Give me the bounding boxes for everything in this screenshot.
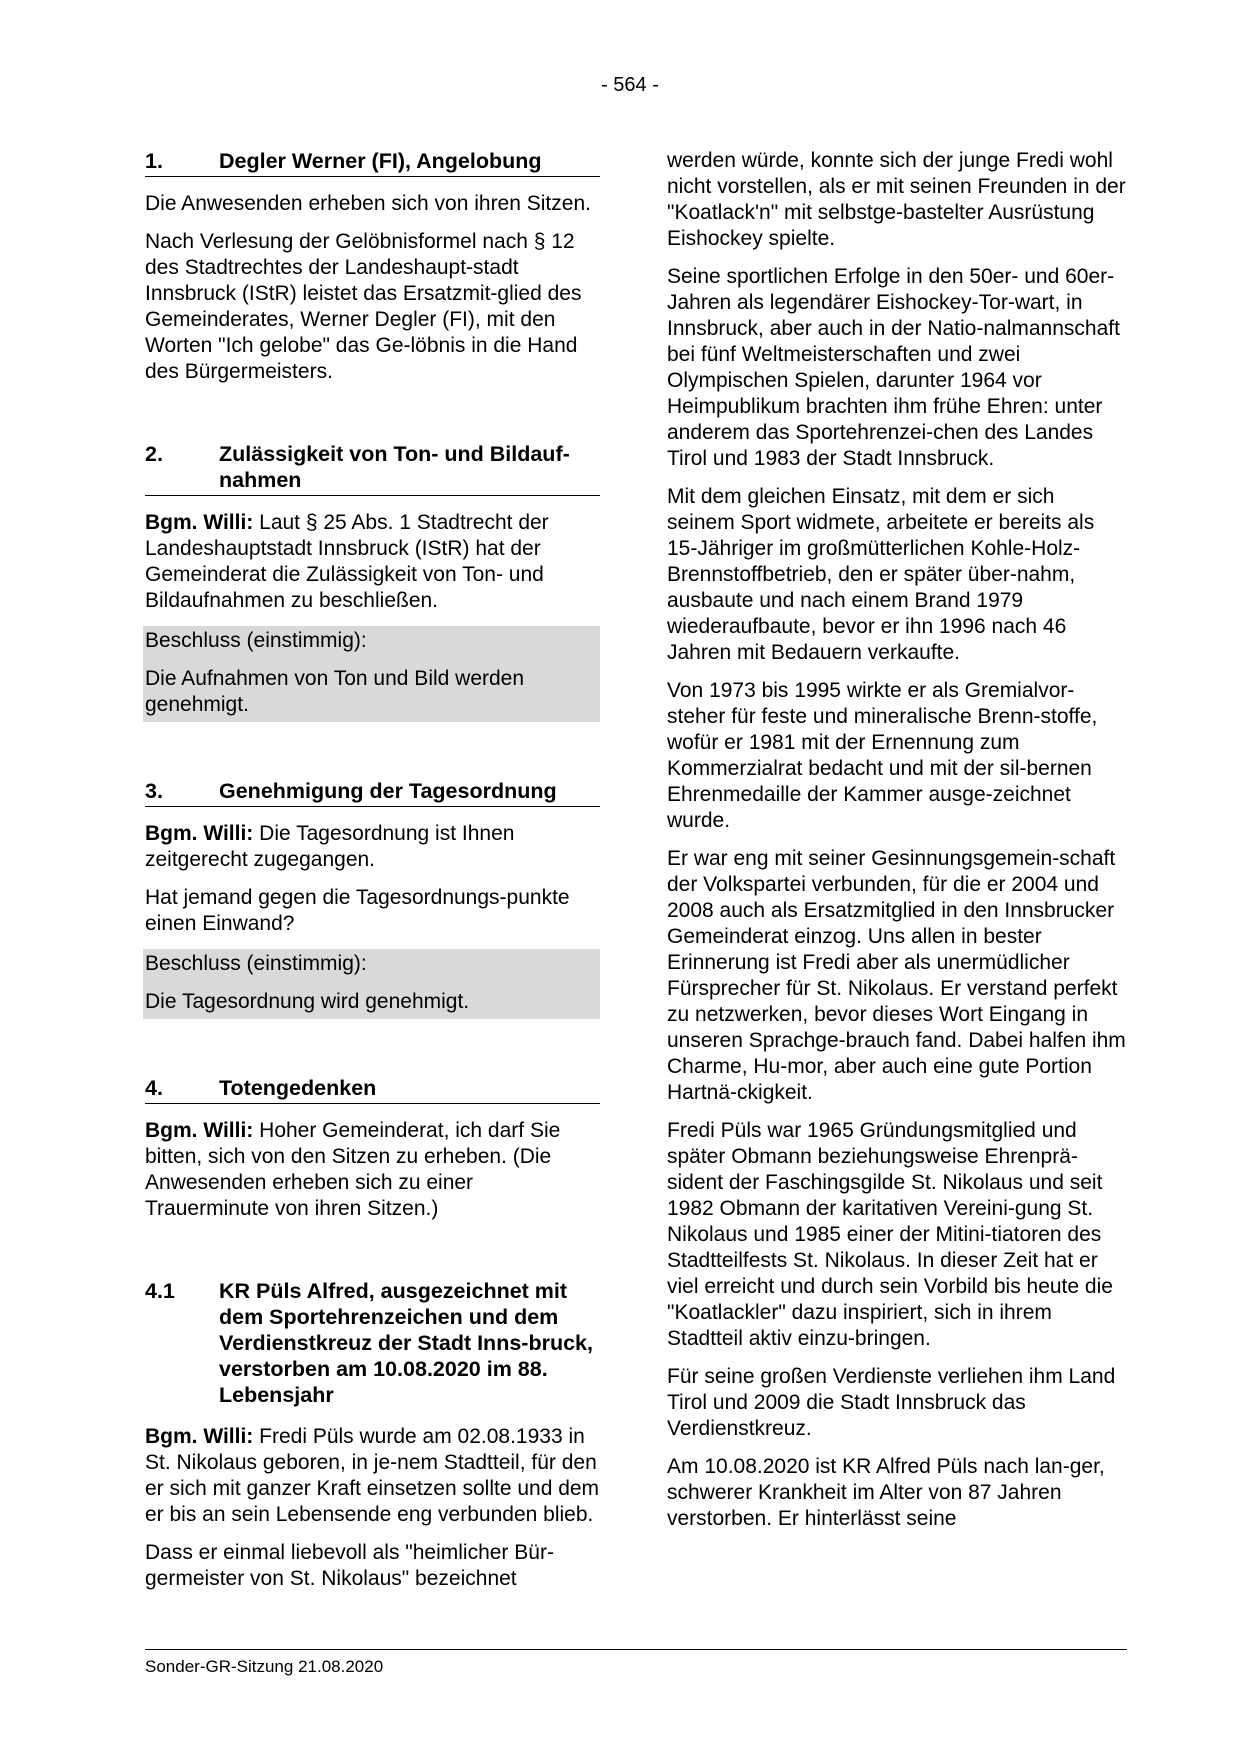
- paragraph: [145, 1424, 600, 1528]
- paragraph: Dass er einmal liebevoll als "heimlicher Bür-germeister von St. Nikolaus" bezeichnet: [145, 1541, 554, 1590]
- right-column: [667, 148, 1127, 1544]
- speech-text: Fredi Püls wurde am 02.08.1933 in St. Nikolaus geboren, in je-nem Stadtteil, für den er sich mit ganzer Kraft einsetzen sollte und dem er bis an sein Lebensende eng verbunden blieb.: [145, 1425, 600, 1526]
- paragraph: Von 1973 bis 1995 wirkte er als Gremialvor-steher für feste und mineralische Brenn-stoffe, wofür er 1981 mit der Ernennung zum Kommerzialrat bedacht und mit der sil-bernen Ehrenmedaille der Kammer ausge-zeichnet wurde.: [667, 679, 1098, 832]
- section-number: 4.1: [145, 1279, 175, 1303]
- left-column: [145, 148, 600, 1604]
- footer-text: Sonder-GR-Sitzung 21.08.2020: [145, 1657, 384, 1676]
- section-number: 2.: [145, 442, 163, 466]
- speech-text: Die Tagesordnung ist Ihnen zeitgerecht zugegangen.: [145, 822, 515, 871]
- speech-text: Hoher Gemeinderat, ich darf Sie bitten, sich von den Sitzen zu erheben. (Die Anwesenden erheben sich zu einer Trauerminute von ihren Sitzen.): [145, 1119, 561, 1220]
- speech-text: Laut § 25 Abs. 1 Stadtrecht der Landeshauptstadt Innsbruck (IStR) hat der Gemeinderat die Zulässigkeit von Ton- und Bildaufnahmen zu beschließen.: [145, 511, 549, 612]
- paragraph: Hat jemand gegen die Tagesordnungs-punkte einen Einwand?: [145, 886, 570, 935]
- speaker-label: Bgm. Willi:: [145, 1425, 254, 1448]
- paragraph: [145, 821, 600, 873]
- section-title: Zulässigkeit von Ton- und Bildauf-nahmen: [219, 442, 570, 492]
- paragraph: Die Anwesenden erheben sich von ihren Sitzen.: [145, 192, 591, 215]
- section-heading-1: [145, 148, 600, 177]
- decision-box: [143, 949, 600, 1019]
- paragraph: [145, 1118, 600, 1222]
- decision-label: Beschluss (einstimmig):: [145, 629, 367, 652]
- paragraph: werden würde, konnte sich der junge Fredi wohl nicht vorstellen, als er mit seinen Freunden in der "Koatlack'n" mit selbstge-bastelter Ausrüstung Eishockey spielte.: [667, 149, 1126, 250]
- decision-text: Die Aufnahmen von Ton und Bild werden genehmigt.: [145, 667, 525, 716]
- section-title: Totengedenken: [219, 1076, 377, 1100]
- decision-label: Beschluss (einstimmig):: [145, 952, 367, 975]
- section-heading-3: [145, 778, 600, 807]
- paragraph: [145, 510, 600, 614]
- paragraph: Seine sportlichen Erfolge in den 50er- und 60er-Jahren als legendärer Eishockey-Tor-wart, in Innsbruck, aber auch in der Natio-nalmannschaft bei fünf Weltmeisterschaften und zwei Olympischen Spielen, darunter 1964 vor Heimpublikum brachten ihm frühe Ehren: unter anderem das Sportehrenzei-chen des Landes Tirol und 1983 der Stadt Innsbruck.: [667, 265, 1120, 470]
- paragraph: Am 10.08.2020 ist KR Alfred Püls nach lan-ger, schwerer Krankheit im Alter von 87 Jahren verstorben. Er hinterlässt seine: [667, 1455, 1105, 1530]
- speaker-label: Bgm. Willi:: [145, 1119, 254, 1142]
- section-heading-4: [145, 1075, 600, 1104]
- speaker-label: Bgm. Willi:: [145, 822, 254, 845]
- section-number: 3.: [145, 779, 163, 803]
- section-heading-4-1: [145, 1278, 600, 1410]
- section-heading-2: [145, 441, 600, 496]
- footer-divider: [145, 1649, 1127, 1650]
- paragraph: Er war eng mit seiner Gesinnungsgemein-schaft der Volkspartei verbunden, für die er 2004 und 2008 auch als Ersatzmitglied in den Innsbrucker Gemeinderat einzog. Uns allen in bester Erinnerung ist Fredi aber als unermüdlicher Fürsprecher für St. Nikolaus. Er verstand perfekt zu netzwerken, bevor dieses Wort Eingang in unseren Sprachge-brauch fand. Dabei halfen ihm Charme, Hu-mor, aber auch eine gute Portion Hartnä-ckigkeit.: [667, 847, 1126, 1104]
- paragraph: Nach Verlesung der Gelöbnisformel nach § 12 des Stadtrechtes der Landeshaupt-stadt Innsbruck (IStR) leistet das Ersatzmit-glied des Gemeinderates, Werner Degler (FI), mit den Worten "Ich gelobe" das Ge-löbnis in die Hand des Bürgermeisters.: [145, 230, 582, 383]
- section-number: 1.: [145, 149, 163, 173]
- section-title: KR Püls Alfred, ausgezeichnet mit dem Sportehrenzeichen und dem Verdienstkreuz der Stadt Inns-bruck, verstorben am 10.08.2020 im 88. Lebensjahr: [219, 1279, 593, 1407]
- paragraph: Fredi Püls war 1965 Gründungsmitglied und später Obmann beziehungsweise Ehrenprä-sident der Faschingsgilde St. Nikolaus und seit 1982 Obmann der karitativen Vereini-gung St. Nikolaus und 1985 einer der Mitini-tiatoren des Stadtteilfests St. Nikolaus. In dieser Zeit hat er viel erreicht und durch sein Vorbild bis heute die "Koatlackler" dazu inspiriert, sich in ihrem Stadtteil aktiv einzu-bringen.: [667, 1119, 1113, 1350]
- paragraph: Mit dem gleichen Einsatz, mit dem er sich seinem Sport widmete, arbeitete er bereits als 15-Jähriger im großmütterlichen Kohle-Holz-Brennstoffbetrieb, den er später über-nahm, ausbaute und nach einem Brand 1979 wiederaufbaute, bevor er ihn 1996 nach 46 Jahren mit Bedauern verkaufte.: [667, 485, 1095, 664]
- page-number: - 564 -: [601, 74, 659, 96]
- speaker-label: Bgm. Willi:: [145, 511, 254, 534]
- section-number: 4.: [145, 1076, 163, 1100]
- decision-box: [143, 626, 600, 722]
- section-title: Degler Werner (FI), Angelobung: [219, 149, 542, 173]
- decision-text: Die Tagesordnung wird genehmigt.: [145, 990, 470, 1013]
- paragraph: Für seine großen Verdienste verliehen ihm Land Tirol und 2009 die Stadt Innsbruck das Verdienstkreuz.: [667, 1365, 1116, 1440]
- section-title: Genehmigung der Tagesordnung: [219, 779, 557, 803]
